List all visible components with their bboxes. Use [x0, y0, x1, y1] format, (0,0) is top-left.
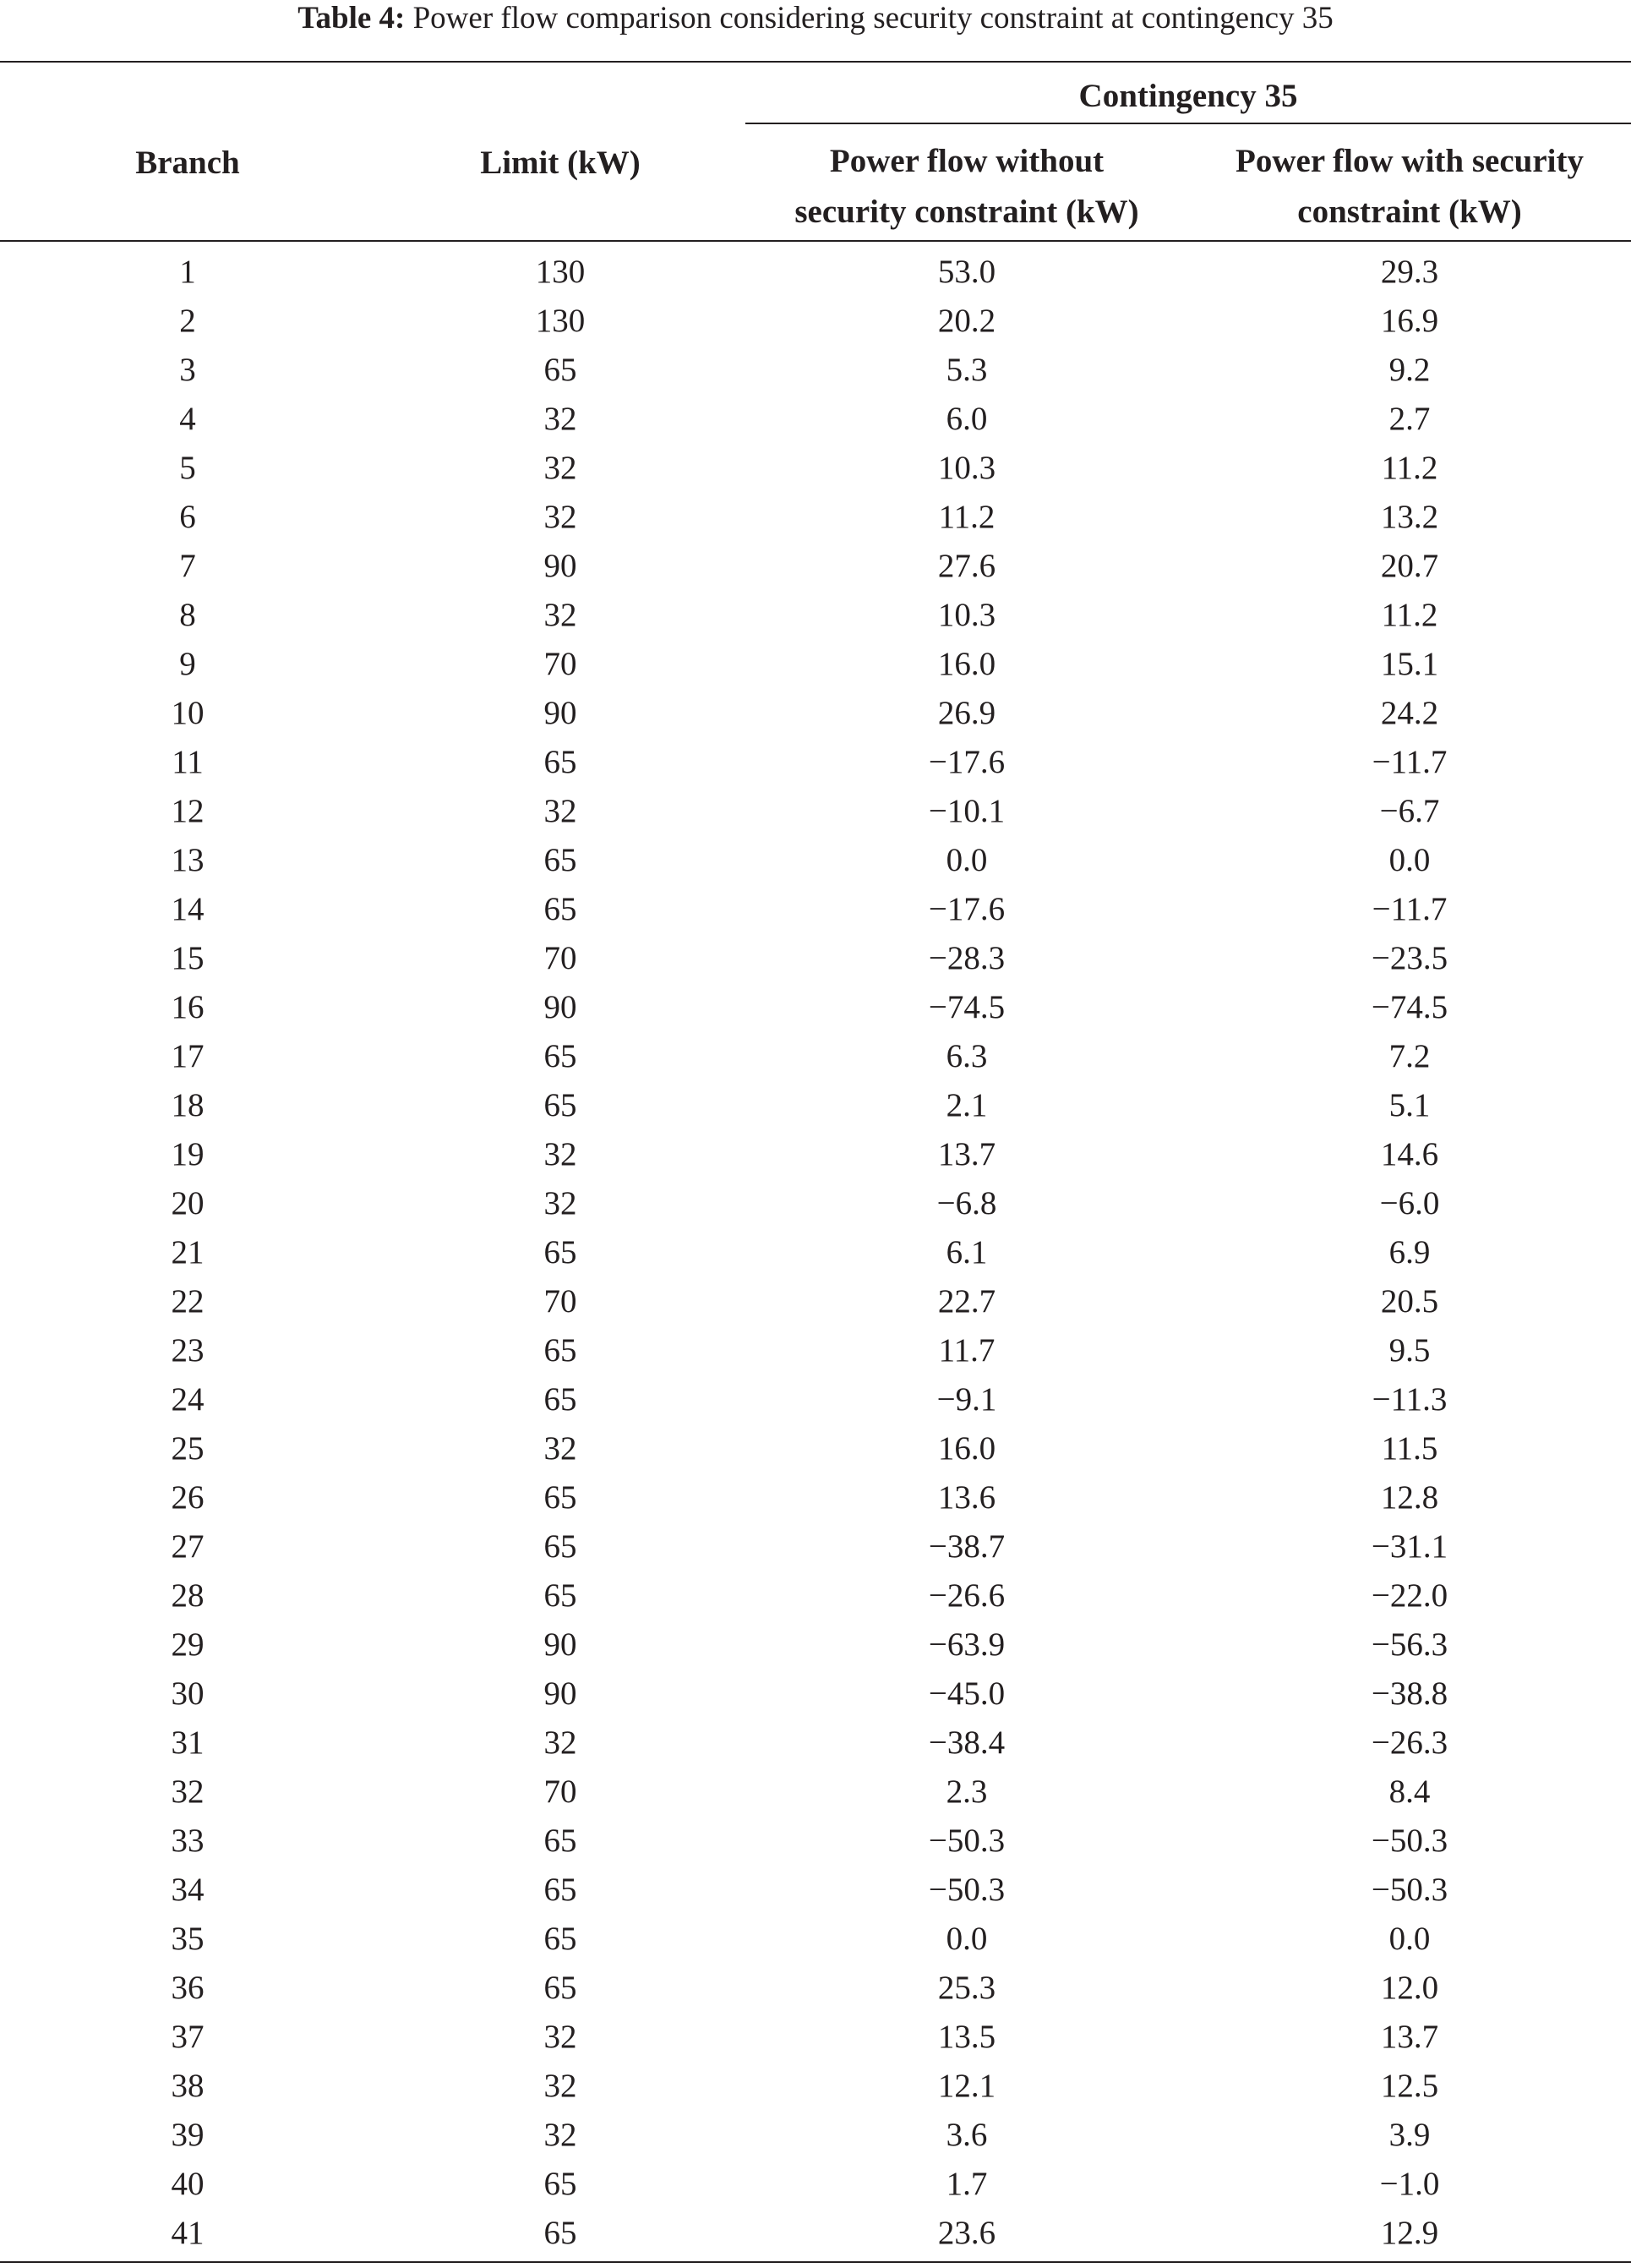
- flow-with-constraint-cell: 13.7: [1380, 2019, 1439, 2055]
- flow-without-constraint-cell: 16.0: [937, 646, 996, 682]
- limit-cell: 65: [543, 1970, 577, 2006]
- limit-cell: 90: [543, 1675, 577, 1712]
- limit-cell: 90: [543, 695, 577, 731]
- table-row: [0, 1866, 1631, 1915]
- branch-cell: 38: [171, 2068, 205, 2104]
- flow-without-constraint-cell: 26.9: [937, 695, 996, 731]
- without-constraint-column-header: Power flow without security constraint (kW): [794, 143, 1139, 230]
- limit-cell: 90: [543, 989, 577, 1025]
- branch-cell: 11: [172, 744, 204, 780]
- limit-cell: 32: [543, 1136, 577, 1172]
- branch-cell: 25: [171, 1430, 205, 1467]
- branch-cell: 28: [171, 1577, 205, 1614]
- flow-with-constraint-cell: 3.9: [1388, 2117, 1431, 2153]
- contingency-group-rule: [745, 123, 1631, 124]
- flow-with-constraint-cell: 9.5: [1388, 1332, 1431, 1369]
- limit-cell: 32: [543, 401, 577, 437]
- table-row: [0, 1081, 1631, 1130]
- table-row: [0, 493, 1631, 542]
- table-caption-text: Power flow comparison considering security constraint at contingency 35: [412, 1, 1334, 36]
- limit-cell: 32: [543, 2019, 577, 2055]
- branch-cell: 29: [171, 1626, 205, 1663]
- flow-with-constraint-cell: −23.5: [1371, 940, 1448, 976]
- limit-cell: 65: [543, 1479, 577, 1516]
- flow-without-constraint-cell: 1.7: [946, 2166, 988, 2202]
- branch-cell: 9: [179, 646, 196, 682]
- branch-column-header-text: Branch: [135, 145, 240, 181]
- limit-column-header-text: Limit (kW): [480, 145, 641, 181]
- branch-cell: 30: [171, 1675, 205, 1712]
- table-row: [0, 1326, 1631, 1375]
- limit-cell: 70: [543, 646, 577, 682]
- limit-cell: 65: [543, 1234, 577, 1271]
- table-row: [0, 934, 1631, 983]
- table-row: [0, 297, 1631, 346]
- table-row: [0, 1522, 1631, 1571]
- limit-cell: 32: [543, 1185, 577, 1221]
- flow-without-constraint-cell: 2.3: [946, 1773, 988, 1810]
- limit-cell: 65: [543, 1038, 577, 1074]
- table-row: [0, 1571, 1631, 1620]
- table-row: [0, 2062, 1631, 2111]
- flow-with-constraint-cell: 5.1: [1388, 1087, 1431, 1123]
- table-row: [0, 1719, 1631, 1768]
- flow-without-constraint-cell: 11.7: [938, 1332, 996, 1369]
- table-row: [0, 787, 1631, 836]
- flow-with-constraint-cell: −31.1: [1371, 1528, 1448, 1565]
- table-row: [0, 1130, 1631, 1179]
- flow-with-constraint-cell: 14.6: [1380, 1136, 1439, 1172]
- branch-cell: 10: [171, 695, 205, 731]
- limit-cell: 65: [543, 1087, 577, 1123]
- flow-with-constraint-cell: 12.0: [1380, 1970, 1439, 2006]
- flow-with-constraint-cell: 15.1: [1380, 646, 1439, 682]
- flow-with-constraint-cell: 2.7: [1388, 401, 1431, 437]
- branch-column-header: [0, 136, 375, 244]
- limit-cell: 70: [543, 1773, 577, 1810]
- table-row: [0, 2160, 1631, 2209]
- table-top-rule: [0, 61, 1631, 63]
- flow-without-constraint-cell: −6.8: [936, 1185, 997, 1221]
- flow-with-constraint-cell: 24.2: [1380, 695, 1439, 731]
- flow-with-constraint-cell: −11.7: [1372, 891, 1448, 927]
- flow-without-constraint-cell: 3.6: [946, 2117, 988, 2153]
- flow-with-constraint-cell: −6.0: [1379, 1185, 1440, 1221]
- branch-cell: 2: [179, 303, 196, 339]
- flow-with-constraint-cell: 12.9: [1380, 2215, 1439, 2251]
- table-row: [0, 1768, 1631, 1817]
- limit-cell: 65: [543, 744, 577, 780]
- limit-cell: 32: [543, 597, 577, 633]
- flow-with-constraint-cell: 7.2: [1388, 1038, 1431, 1074]
- branch-cell: 13: [171, 842, 205, 878]
- flow-with-constraint-cell: 20.7: [1380, 548, 1439, 584]
- flow-without-constraint-cell: −9.1: [936, 1381, 997, 1418]
- limit-cell: 65: [543, 1577, 577, 1614]
- limit-cell: 70: [543, 940, 577, 976]
- table-row: [0, 1964, 1631, 2013]
- flow-with-constraint-cell: −6.7: [1379, 793, 1440, 829]
- branch-cell: 19: [171, 1136, 205, 1172]
- branch-cell: 18: [171, 1087, 205, 1123]
- branch-cell: 7: [179, 548, 196, 584]
- limit-cell: 90: [543, 1626, 577, 1663]
- flow-without-constraint-cell: −38.4: [928, 1724, 1006, 1761]
- flow-without-constraint-cell: 6.0: [946, 401, 988, 437]
- branch-cell: 12: [171, 793, 205, 829]
- limit-cell: 32: [543, 499, 577, 535]
- limit-cell: 65: [543, 1332, 577, 1369]
- branch-cell: 35: [171, 1921, 205, 1957]
- flow-with-constraint-cell: 13.2: [1380, 499, 1439, 535]
- flow-with-constraint-cell: 16.9: [1380, 303, 1439, 339]
- table-row: [0, 1228, 1631, 1277]
- branch-cell: 27: [171, 1528, 205, 1565]
- flow-without-constraint-cell: 0.0: [946, 1921, 988, 1957]
- table-row: [0, 2013, 1631, 2062]
- branch-cell: 4: [179, 401, 196, 437]
- table-caption: [0, 0, 1631, 41]
- table-caption-label: Table 4:: [297, 1, 406, 36]
- table-row: [0, 346, 1631, 395]
- flow-without-constraint-cell: 2.1: [946, 1087, 988, 1123]
- table-row: [0, 542, 1631, 591]
- table-row: [0, 1179, 1631, 1228]
- table-row: [0, 444, 1631, 493]
- limit-cell: 65: [543, 1823, 577, 1859]
- table-row: [0, 1424, 1631, 1473]
- flow-without-constraint-cell: 27.6: [937, 548, 996, 584]
- branch-cell: 14: [171, 891, 205, 927]
- flow-without-constraint-cell: −28.3: [928, 940, 1006, 976]
- flow-without-constraint-cell: 20.2: [937, 303, 996, 339]
- table-row: [0, 836, 1631, 885]
- limit-cell: 65: [543, 2166, 577, 2202]
- flow-without-constraint-cell: −17.6: [928, 744, 1006, 780]
- flow-with-constraint-cell: 29.3: [1380, 254, 1439, 290]
- flow-without-constraint-cell: 13.6: [937, 1479, 996, 1516]
- flow-without-constraint-cell: 13.5: [937, 2019, 996, 2055]
- flow-with-constraint-cell: 8.4: [1388, 1773, 1431, 1810]
- branch-cell: 8: [179, 597, 196, 633]
- limit-cell: 65: [543, 1381, 577, 1418]
- flow-without-constraint-cell: −45.0: [928, 1675, 1006, 1712]
- flow-with-constraint-cell: 11.2: [1381, 597, 1438, 633]
- table-row: [0, 885, 1631, 934]
- limit-cell: 70: [543, 1283, 577, 1320]
- flow-without-constraint-cell: 10.3: [937, 597, 996, 633]
- flow-with-constraint-cell: 9.2: [1388, 352, 1431, 388]
- table-row: [0, 1277, 1631, 1326]
- flow-without-constraint-cell: −50.3: [928, 1823, 1006, 1859]
- branch-cell: 5: [179, 450, 196, 486]
- limit-cell: 130: [535, 254, 586, 290]
- limit-cell: 32: [543, 1430, 577, 1467]
- flow-with-constraint-cell: −26.3: [1371, 1724, 1448, 1761]
- table-row: [0, 1817, 1631, 1866]
- limit-cell: 32: [543, 793, 577, 829]
- branch-cell: 16: [171, 989, 205, 1025]
- flow-without-constraint-cell: −74.5: [928, 989, 1006, 1025]
- table-row: [0, 591, 1631, 640]
- branch-cell: 26: [171, 1479, 205, 1516]
- table-row: [0, 1032, 1631, 1081]
- table-bottom-rule: [0, 2261, 1631, 2263]
- limit-cell: 32: [543, 2068, 577, 2104]
- flow-with-constraint-cell: 0.0: [1388, 1921, 1431, 1957]
- flow-without-constraint-cell: 6.1: [946, 1234, 988, 1271]
- branch-cell: 21: [171, 1234, 205, 1271]
- flow-without-constraint-cell: 23.6: [937, 2215, 996, 2251]
- flow-without-constraint-cell: −26.6: [928, 1577, 1006, 1614]
- table-row: [0, 1915, 1631, 1964]
- branch-cell: 20: [171, 1185, 205, 1221]
- table-row: [0, 248, 1631, 297]
- flow-with-constraint-cell: −22.0: [1371, 1577, 1448, 1614]
- flow-with-constraint-cell: −56.3: [1371, 1626, 1448, 1663]
- limit-cell: 90: [543, 548, 577, 584]
- flow-with-constraint-cell: −50.3: [1371, 1823, 1448, 1859]
- branch-cell: 17: [171, 1038, 205, 1074]
- branch-cell: 36: [171, 1970, 205, 2006]
- table-row: [0, 395, 1631, 444]
- branch-cell: 31: [171, 1724, 205, 1761]
- flow-with-constraint-cell: 11.5: [1381, 1430, 1438, 1467]
- branch-cell: 3: [179, 352, 196, 388]
- branch-cell: 1: [179, 254, 196, 290]
- flow-without-constraint-cell: 10.3: [937, 450, 996, 486]
- flow-without-constraint-cell: 11.2: [938, 499, 996, 535]
- table-row: [0, 640, 1631, 689]
- flow-with-constraint-cell: −11.7: [1372, 744, 1448, 780]
- table-body: [0, 248, 1631, 2258]
- flow-with-constraint-cell: −1.0: [1379, 2166, 1440, 2202]
- branch-cell: 22: [171, 1283, 205, 1320]
- flow-without-constraint-cell: 53.0: [937, 254, 996, 290]
- flow-without-constraint-cell: 12.1: [937, 2068, 996, 2104]
- table-row: [0, 1670, 1631, 1719]
- flow-with-constraint-cell: 12.5: [1380, 2068, 1439, 2104]
- limit-cell: 65: [543, 352, 577, 388]
- flow-with-constraint-cell: 20.5: [1380, 1283, 1439, 1320]
- branch-cell: 34: [171, 1872, 205, 1908]
- header-bottom-rule: [0, 240, 1631, 242]
- limit-cell: 32: [543, 450, 577, 486]
- table-row: [0, 983, 1631, 1032]
- contingency-group-header: Contingency 35: [1078, 78, 1298, 114]
- flow-with-constraint-cell: 11.2: [1381, 450, 1438, 486]
- branch-cell: 23: [171, 1332, 205, 1369]
- flow-without-constraint-cell: 5.3: [946, 352, 988, 388]
- table-row: [0, 738, 1631, 787]
- limit-cell: 32: [543, 1724, 577, 1761]
- branch-cell: 24: [171, 1381, 205, 1418]
- limit-cell: 65: [543, 1872, 577, 1908]
- flow-with-constraint-cell: 0.0: [1388, 842, 1431, 878]
- flow-without-constraint-cell: −63.9: [928, 1626, 1006, 1663]
- table-row: [0, 2111, 1631, 2160]
- limit-cell: 65: [543, 842, 577, 878]
- flow-without-constraint-cell: −10.1: [928, 793, 1006, 829]
- flow-without-constraint-cell: 22.7: [937, 1283, 996, 1320]
- table-row: [0, 1473, 1631, 1522]
- limit-cell: 130: [535, 303, 586, 339]
- flow-with-constraint-cell: −74.5: [1371, 989, 1448, 1025]
- flow-with-constraint-cell: 12.8: [1380, 1479, 1439, 1516]
- table-row: [0, 2209, 1631, 2258]
- branch-cell: 40: [171, 2166, 205, 2202]
- limit-cell: 65: [543, 1528, 577, 1565]
- flow-with-constraint-cell: −38.8: [1371, 1675, 1448, 1712]
- flow-without-constraint-cell: 25.3: [937, 1970, 996, 2006]
- branch-cell: 37: [171, 2019, 205, 2055]
- table-row: [0, 1375, 1631, 1424]
- limit-cell: 65: [543, 2215, 577, 2251]
- branch-cell: 15: [171, 940, 205, 976]
- flow-without-constraint-cell: 0.0: [946, 842, 988, 878]
- flow-without-constraint-cell: −38.7: [928, 1528, 1006, 1565]
- flow-with-constraint-cell: −11.3: [1372, 1381, 1448, 1418]
- branch-cell: 41: [171, 2215, 205, 2251]
- branch-cell: 32: [171, 1773, 205, 1810]
- branch-cell: 39: [171, 2117, 205, 2153]
- flow-without-constraint-cell: 16.0: [937, 1430, 996, 1467]
- limit-cell: 65: [543, 891, 577, 927]
- flow-with-constraint-cell: 6.9: [1388, 1234, 1431, 1271]
- flow-without-constraint-cell: 13.7: [937, 1136, 996, 1172]
- table-row: [0, 1620, 1631, 1670]
- flow-without-constraint-cell: −50.3: [928, 1872, 1006, 1908]
- flow-without-constraint-cell: 6.3: [946, 1038, 988, 1074]
- limit-cell: 65: [543, 1921, 577, 1957]
- limit-column-header: [375, 136, 745, 244]
- limit-cell: 32: [543, 2117, 577, 2153]
- flow-with-constraint-cell: −50.3: [1371, 1872, 1448, 1908]
- branch-cell: 6: [179, 499, 196, 535]
- with-constraint-column-header: Power flow with security constraint (kW): [1236, 143, 1584, 230]
- table-row: [0, 689, 1631, 738]
- flow-without-constraint-cell: −17.6: [928, 891, 1006, 927]
- branch-cell: 33: [171, 1823, 205, 1859]
